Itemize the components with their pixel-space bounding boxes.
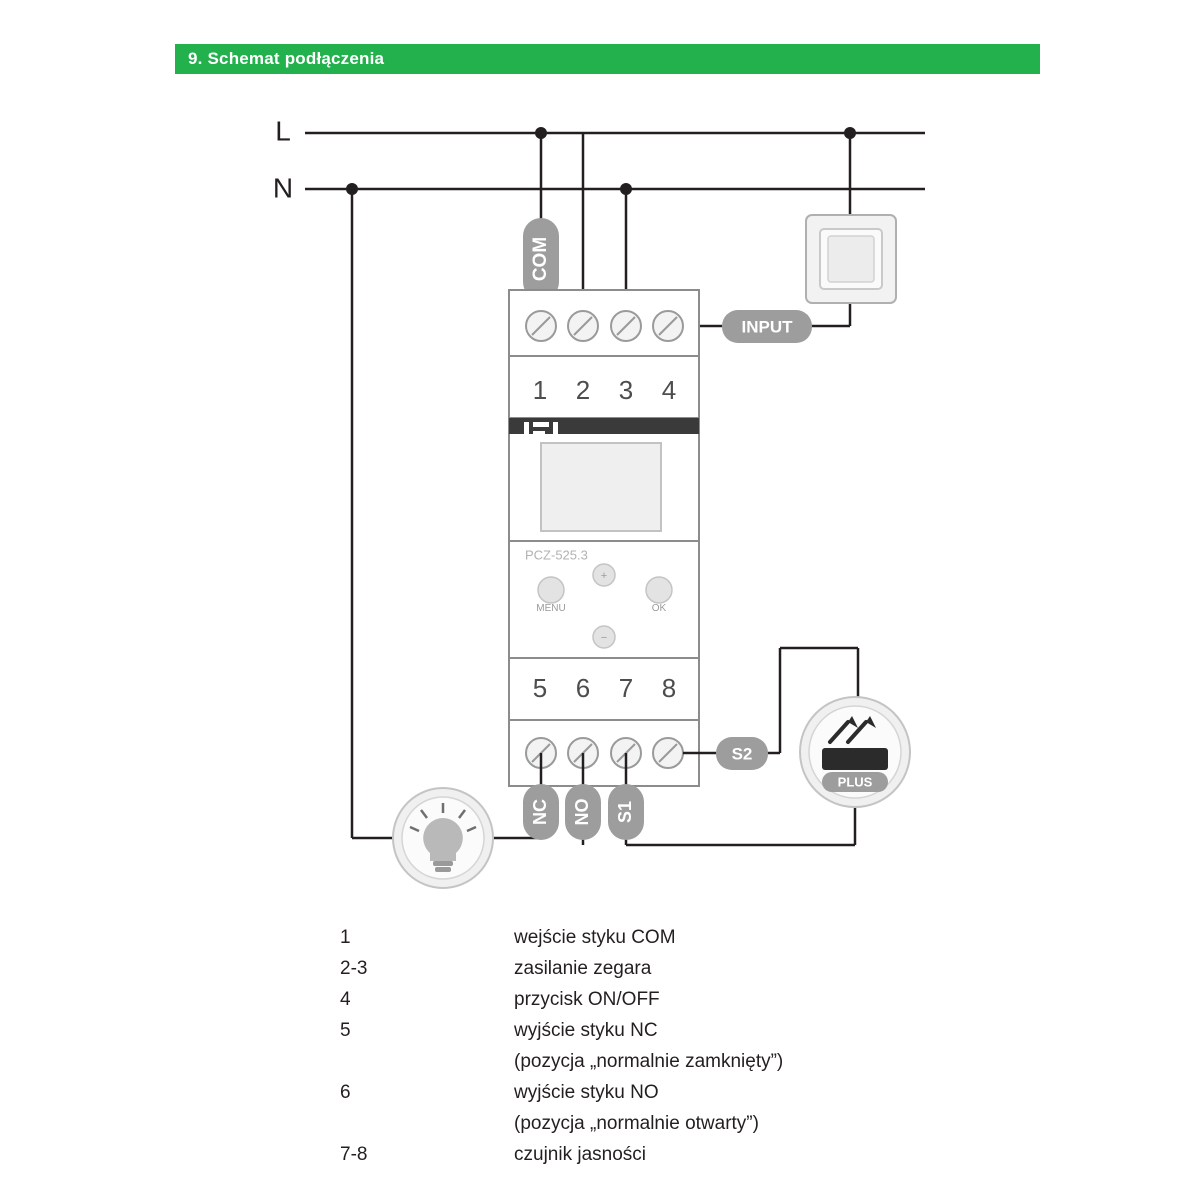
legend-row [340,1015,1040,1046]
menu-button [538,577,564,603]
nc-tag-label: NC [529,799,550,825]
timer-device [509,290,699,786]
section-title: 9. Schemat podłączenia [188,49,385,68]
rail-junctions [346,127,856,195]
legend-description: wejście styku COM [514,927,676,948]
menu-button-label: MENU [536,603,566,614]
legend-number: 1 [340,927,351,948]
ok-button-label: OK [651,603,667,614]
no-tag [565,784,601,840]
legend-row-continuation [340,1046,1040,1077]
s2-tag [716,737,768,770]
legend-number: 7-8 [340,1144,368,1165]
ok-button [646,577,672,603]
terminal-number-5: 5 [532,672,548,703]
s2-tag-label: S2 [731,744,753,764]
lamp-icon [393,788,493,888]
legend-description: zasilanie zegara [514,958,652,979]
legend-number: 5 [340,1020,351,1041]
terminal-number-3: 3 [618,374,634,405]
legend-description: przycisk ON/OFF [514,989,660,1010]
legend-row [340,1077,1040,1108]
no-tag-label: NO [571,798,592,826]
legend-row [340,953,1040,984]
com-tag [523,218,559,300]
legend-description-second-line: (pozycja „normalnie otwarty”) [514,1113,759,1134]
legend-description-second-line: (pozycja „normalnie zamknięty”) [514,1051,784,1072]
down-button-label: − [600,632,608,644]
legend-row [340,922,1040,953]
legend-row-continuation [340,1108,1040,1139]
legend-description: czujnik jasności [514,1144,646,1165]
wall-switch-icon [806,215,896,303]
legend-number: 4 [340,989,351,1010]
legend-row [340,1139,1040,1170]
terminal-number-7: 7 [618,672,634,703]
legend-number: 2-3 [340,958,368,979]
terminal-number-6: 6 [575,672,591,703]
com-tag-label: COM [530,236,552,282]
terminal-number-1: 1 [532,374,548,405]
s1-tag [608,784,644,840]
s1-tag-label: S1 [614,800,635,824]
legend-description: wyjście styku NO [514,1082,659,1103]
neutral-rail-label: N [272,172,294,204]
legend-number: 6 [340,1082,351,1103]
light-sensor-icon [800,697,910,807]
legend-description: wyjście styku NC [514,1020,658,1041]
input-tag-label: INPUT [741,317,793,337]
up-button-label: + [600,570,608,582]
plus-tag-label: PLUS [837,774,873,790]
nc-tag [523,784,559,840]
line-rail-label: L [275,115,291,147]
legend-row [340,984,1040,1015]
lcd-display [541,443,661,531]
input-tag [722,310,812,343]
device-model-label: PCZ-525.3 [525,547,588,563]
legend [340,922,1040,1170]
terminal-number-8: 8 [661,672,677,703]
terminal-number-4: 4 [661,374,677,405]
power-rails [305,133,925,189]
terminal-number-2: 2 [575,374,591,405]
